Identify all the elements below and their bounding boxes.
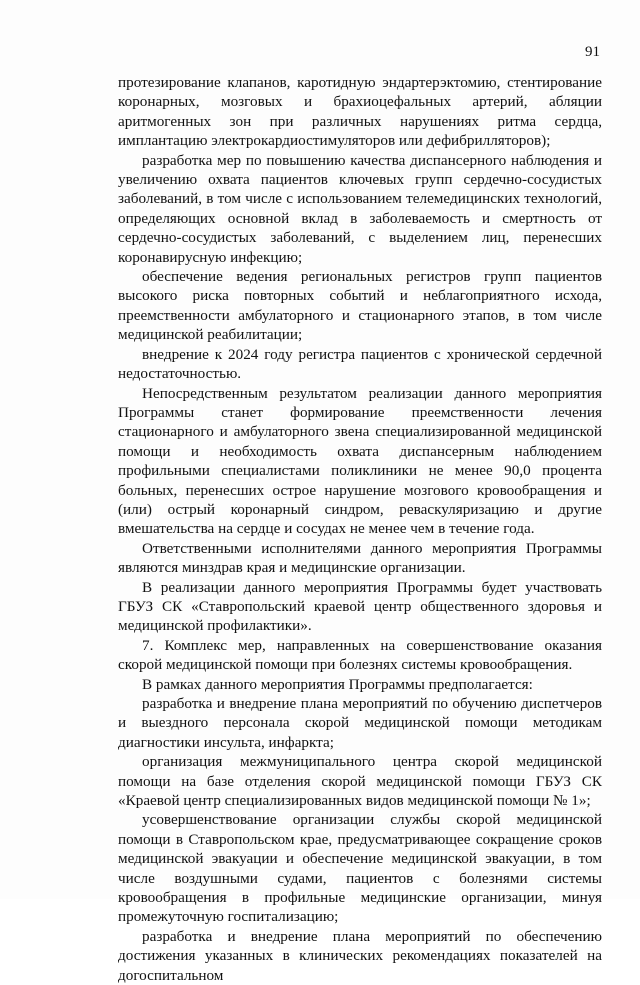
paragraph: разработка и внедрение плана мероприятий по обучению диспетчеров и выездного персонала скорой медицинской помощи методикам диагностики инсульта, инфаркта;	[118, 695, 602, 751]
body-text	[118, 73, 602, 985]
paragraph: В рамках данного мероприятия Программы предполагается:	[142, 675, 533, 693]
paragraph: разработка мер по повышению качества диспансерного наблюдения и увеличению охвата пациентов ключевых групп сердечно-сосудистых заболеваний, в том числе с использованием телемедицинских технологий, определяющих основной вклад в заболеваемость и смертность от сердечно-сосудистых заболеваний, с выделением лиц, перенесших коронавирусную инфекцию;	[118, 151, 602, 266]
section-heading: 7. Комплекс мер, направленных на совершенствование оказания скорой медицинской помощи при болезнях системы кровообращения.	[118, 636, 602, 674]
paragraph: Непосредственным результатом реализации данного мероприятия Программы станет формирование преемственности лечения стационарного и амбулаторного звена специализированной медицинской помощи и необходимость охвата диспансерным наблюдением профильными специалистами поликлиники не менее 90,0 процента больных, перенесших острое нарушение мозгового кровообращения и (или) острый коронарный синдром, реваскуляризацию и другие вмешательства на сердце и сосудах не менее чем в течение года.	[118, 384, 602, 538]
paragraph: организация межмуниципального центра скорой медицинской помощи на базе отделения скорой медицинской помощи ГБУЗ СК «Краевой центр специализированных видов медицинской помощи № 1»;	[118, 753, 602, 810]
paragraph: протезирование клапанов, каротидную эндартерэктомию, стентирование коронарных, мозговых и брахиоцефальных артерий, абляции аритмогенных зон при различных нарушениях ритма сердца, имплантацию электрокардиостимуляторов или дефибрилляторов);	[118, 74, 602, 150]
paragraph: внедрение к 2024 году регистра пациентов с хронической сердечной недостаточностью.	[118, 345, 602, 383]
paragraph: обеспечение ведения региональных регистров групп пациентов высокого риска повторных событий и неблагоприятного исхода, преемственности амбулаторного и стационарного этапов, в том числе медицинской реабилитации;	[118, 268, 602, 344]
paragraph: усовершенствование организации службы скорой медицинской помощи в Ставропольском крае, предусматривающее сокращение сроков медицинской эвакуации и обеспечение медицинской эвакуации, в том числе воздушными судами, пациентов с болезнями системы кровообращения в профильные медицинские организации, минуя промежуточную госпитализацию;	[118, 811, 602, 926]
paragraph: Ответственными исполнителями данного мероприятия Программы являются минздрав края и медицинские организации.	[118, 539, 602, 577]
paragraph: В реализации данного мероприятия Программы будет участвовать ГБУЗ СК «Ставропольский краевой центр общественного здоровья и медицинской профилактики».	[118, 578, 602, 635]
page-number: 91	[585, 44, 600, 60]
paragraph: разработка и внедрение плана мероприятий по обеспечению достижения указанных в клинических рекомендациях показателей на догоспитальном	[118, 927, 602, 984]
